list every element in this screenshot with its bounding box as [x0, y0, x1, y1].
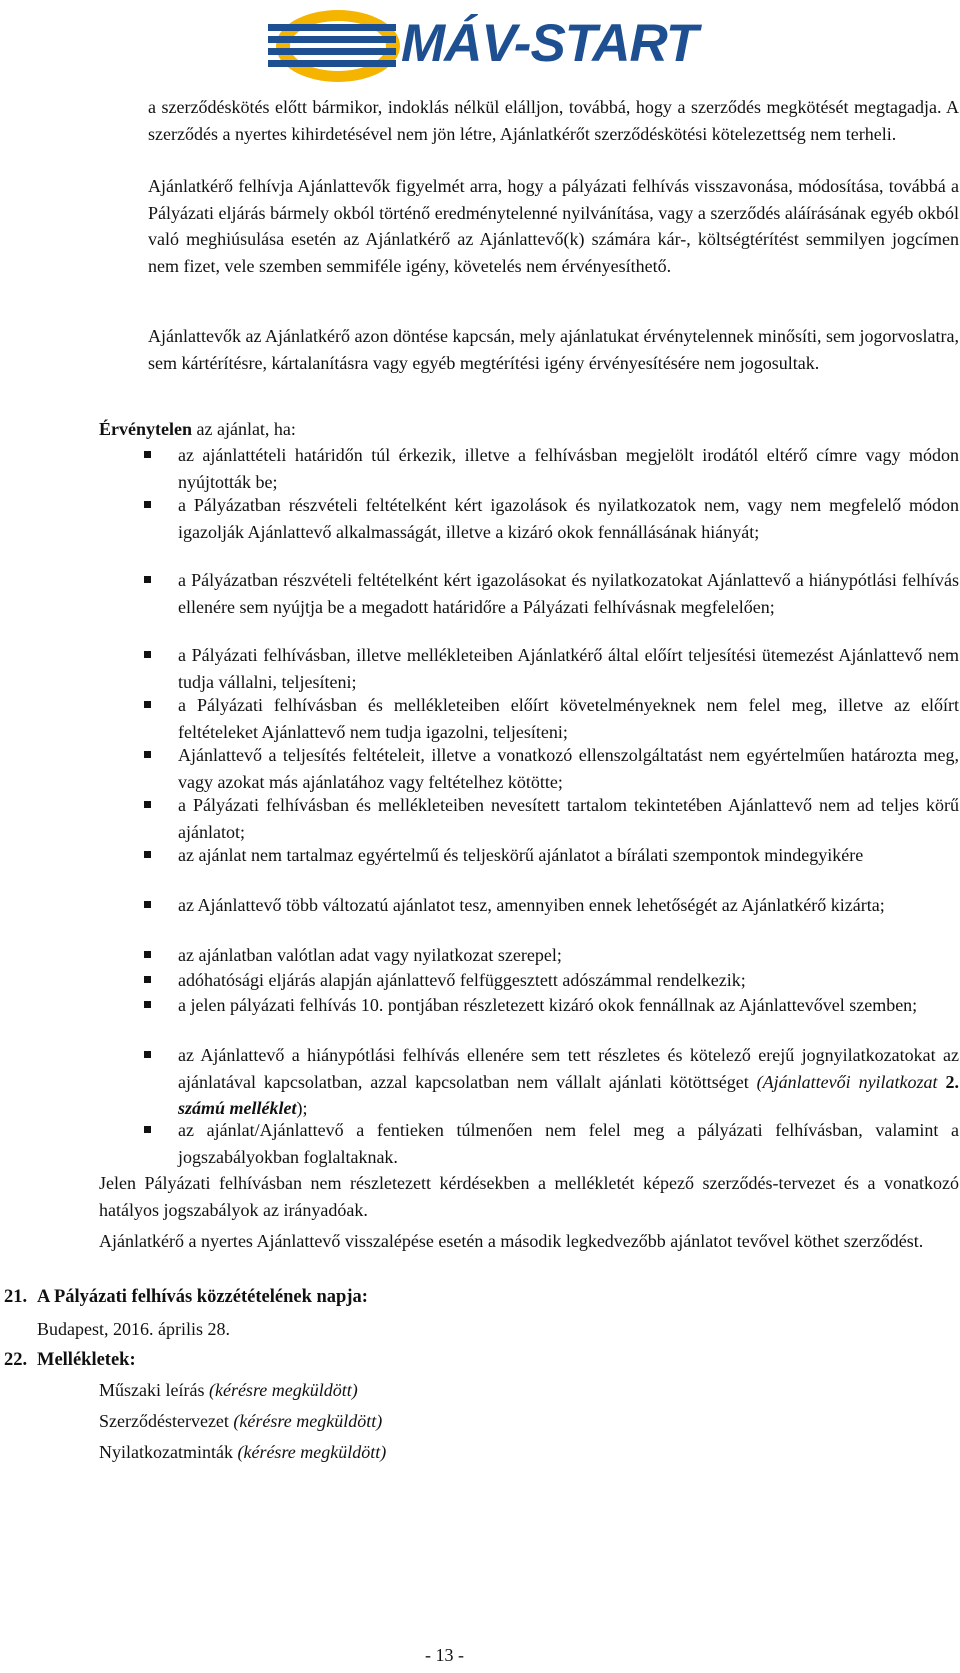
page-number: - 13 - [425, 1645, 464, 1665]
attachment-item [99, 1408, 382, 1434]
attachment-note: (kérésre megküldött) [233, 1411, 383, 1431]
item13-end: ); [296, 1098, 308, 1118]
attachment-note: (kérésre megküldött) [237, 1442, 387, 1462]
list-item: az ajánlattételi határidőn túl érkezik, illetve a felhívásban megjelölt irodától eltérő címre vagy módon nyújtották be; [178, 442, 959, 495]
list-item: adóhatósági eljárás alapján ajánlattevő felfüggesztett adószámmal rendelkezik; [178, 967, 959, 994]
intro-paragraph-3: Ajánlattevők az Ajánlatkérő azon döntése kapcsán, mely ajánlatukat érvénytelennek minősíti, sem jogorvoslatra, sem kártérítésre, kártalanításra vagy egyéb megtérítési igény érvényesítésére nem jogosultak. [148, 326, 959, 373]
invalid-heading-bold: Érvénytelen [99, 419, 192, 439]
list-item: a Pályázati felhívásban és mellékleteiben előírt követelményeknek nem felel meg, illetve az előírt feltételeket Ajánlattevő nem tudja igazolni, teljesíteni; [178, 692, 959, 745]
invalid-heading-rest: az ajánlat, ha: [191, 419, 296, 439]
closing-paragraph-1: Jelen Pályázati felhívásban nem részletezett kérdésekben a mellékletét képező szerződés-tervezet és a vonatkozó hatályos jogszabályok az irányadóak. [99, 1173, 959, 1220]
list-item: a Pályázati felhívásban, illetve mellékleteiben Ajánlatkérő által előírt teljesítési ütemezést Ajánlattevő nem tudja vállalni, teljesíteni; [178, 642, 959, 695]
closing-paragraph-2: Ajánlatkérő a nyertes Ajánlattevő visszalépése esetén a második legkedvezőbb ajánlatot tevővel köthet szerződést. [99, 1231, 924, 1251]
list-item: az Ajánlattevő több változatú ajánlatot tesz, amennyiben ennek lehetőségét az Ajánlatkérő kizárta; [178, 892, 959, 919]
item13-text: az Ajánlattevő a hiánypótlási felhívás ellenére sem tett részletes és kötelező erejű jognyilatkozatokat az ajánlatával kapcsolatban, azzal kapcsolatban nem vállalt ajánlati kötöttséget [178, 1045, 959, 1092]
publication-date: Budapest, 2016. április 28. [37, 1319, 230, 1339]
list-item [178, 1042, 959, 1122]
list-item: az ajánlatban valótlan adat vagy nyilatkozat szerepel; [178, 942, 959, 969]
section-22-heading [4, 1347, 136, 1373]
attachment-name: Szerződéstervezet [99, 1411, 234, 1431]
logo-emblem-icon [268, 4, 408, 90]
attachment-note: (kérésre megküldött) [208, 1380, 358, 1400]
mav-start-logo [268, 4, 698, 90]
list-item: a jelen pályázati felhívás 10. pontjában részletezett kizáró okok fennállnak az Ajánlattevővel szemben; [178, 992, 959, 1019]
list-item: az ajánlat nem tartalmaz egyértelmű és teljeskörű ajánlatot a bírálati szempontok mindegyikére [178, 842, 959, 869]
section-21-heading [4, 1284, 368, 1310]
intro-paragraph-1: a szerződéskötés előtt bármikor, indoklás nélkül elálljon, továbbá, hogy a szerződés megkötését megtagadja. A szerződés a nyertes kihirdetésével nem jön létre, Ajánlatkérőt szerződéskötési kötelezettség nem terheli. [148, 97, 959, 144]
list-item: az ajánlat/Ajánlattevő a fentieken túlmenően nem felel meg a pályázati felhívásban, valamint a jogszabályokban foglaltaknak. [178, 1117, 959, 1170]
intro-paragraph-2: Ajánlatkérő felhívja Ajánlattevők figyelmét arra, hogy a pályázati felhívás visszavonása, módosítása, továbbá a Pályázati eljárás bármely okból történő eredménytelenné nyilvánítása, vagy a szerződés aláírásának egyéb okból való meghiúsulása esetén az Ajánlatkérő az Ajánlattevő(k) számára kár-, költségtérítést semmilyen jogcímen nem fizet, vele szemben semmiféle igény, követelés nem érvényesíthető. [148, 176, 959, 276]
list-item: a Pályázati felhívásban és mellékleteiben nevesített tartalom tekintetében Ajánlattevő nem ad teljes körű ajánlatot; [178, 792, 959, 845]
item13-italic: (Ajánlattevői nyilatkozat [756, 1071, 946, 1092]
attachment-item [99, 1377, 358, 1403]
section-21-title: A Pályázati felhívás közzétételének napja: [37, 1287, 368, 1307]
logo-text: MÁV-START [401, 14, 698, 73]
section-22-title: Mellékletek: [37, 1350, 136, 1370]
list-item: Ajánlattevő a teljesítés feltételeit, illetve a vonatkozó ellenszolgáltatást nem egyértelműen határozta meg, vagy azokat más ajánlatához vagy feltételhez kötötte; [178, 742, 959, 795]
item13-bold-italic: számú melléklet [178, 1098, 297, 1118]
invalid-heading [99, 416, 296, 442]
list-item: a Pályázatban részvételi feltételként kért igazolásokat és nyilatkozatokat Ajánlattevő a hiánypótlási felhívás ellenére sem nyújtja be a megadott határidőre a Pályázati felhívásnak megfelelően; [178, 567, 959, 620]
attachment-name: Műszaki leírás [99, 1380, 209, 1400]
item13-number: 2. [945, 1071, 959, 1092]
list-item: a Pályázatban részvételi feltételként kért igazolások és nyilatkozatok nem, vagy nem megfelelő módon igazolják Ajánlattevő alkalmasságát, illetve a kizáró okok fennállásának hiányát; [178, 492, 959, 545]
section-21-number: 21. [4, 1287, 28, 1307]
section-22-number: 22. [4, 1350, 28, 1370]
attachment-name: Nyilatkozatminták [99, 1442, 238, 1462]
attachment-item [99, 1439, 386, 1465]
